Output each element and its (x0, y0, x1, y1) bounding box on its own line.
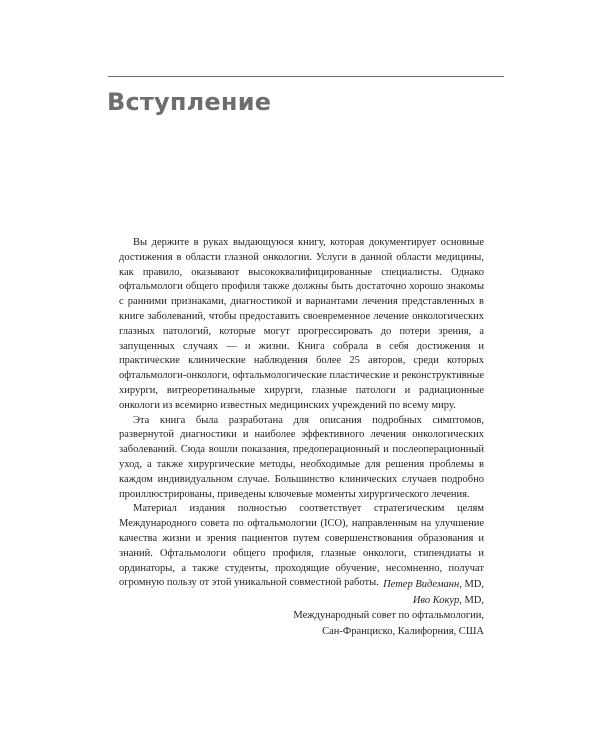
signature-location: Сан-Франциско, Калифорния, США (322, 625, 484, 637)
author-2-name: Иво Кокур (412, 594, 460, 606)
signature-author-2 (293, 593, 484, 609)
author-1-name: Петер Видеманн (383, 579, 460, 590)
page-title: Вступление (107, 88, 272, 116)
paragraph-3: Материал издания полностью соответствует стратегическим целям Международного совета по офтальмологии (ICO), направленным на улучшение качества жизни и зрения пациентов путем совершенствования образования и знаний. Офтальмологи общего профиля, глазные онкологи, стипендиаты и ординаторы, а также студенты, проходящие обучение, несомненно, получат огромную пользу от этой уникальной совместной работы. (119, 503, 484, 589)
author-1-degree: , MD, (459, 579, 484, 590)
body-text (119, 236, 484, 591)
top-rule (108, 76, 504, 77)
signature-block (293, 577, 484, 639)
signature-organization: Международный совет по офтальмологии, (293, 610, 484, 621)
signature-author-1 (293, 577, 484, 593)
paragraph-1: Вы держите в руках выдающуюся книгу, которая документирует основные достижения в области глазной онкологии. Услуги в данной области медицины, как правило, оказывают высококвалифицированные специалисты. Однако офтальмологи общего профиля также должны быть достаточно хорошо знакомы с ранними признаками, диагностикой и вариантами лечения представленных в книге заболеваний, чтобы предоставить своевременное лечение онкологических глазных патологий, которые могут прогрессировать до потери зрения, а запущенных случаях — и жизни. Книга собрала в себя достижения и практические клинические наблюдения более 25 авторов, среди которых офтальмологи-онкологи, офтальмологические пластические и реконструктивные хирурги, витреоретинальные хирурги, глазные патологи и радиационные онкологи из всемирно известных медицинских учреждений по всему миру. (119, 237, 484, 411)
author-2-degree: , MD, (459, 594, 484, 606)
paragraph-2: Эта книга была разработана для описания подробных симптомов, развернутой диагностики и наиболее эффективного лечения онкологических заболеваний. Сюда вошли показания, предоперационный и послеоперационный уход, а также хирургические методы, необходимые для решения проблемы в каждом индивидуальном случае. Большинство клинических случаев подробно проиллюстрированы, приведены ключевые моменты хирургического лечения. (119, 414, 484, 500)
